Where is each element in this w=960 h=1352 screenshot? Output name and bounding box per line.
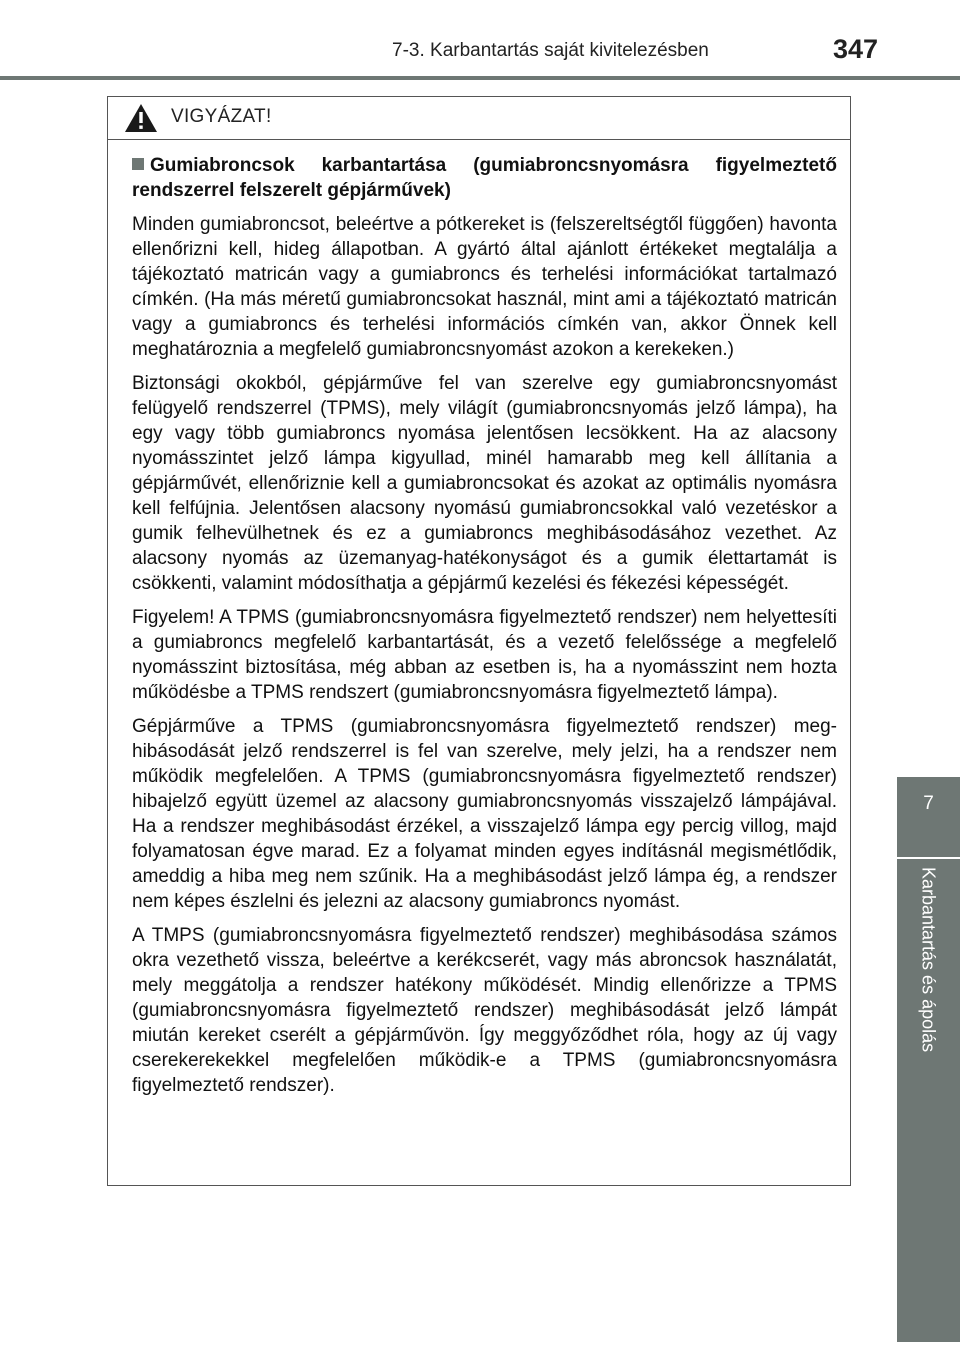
warning-triangle-icon xyxy=(124,103,158,133)
warning-header xyxy=(108,97,850,140)
section-title: 7-3. Karbantartás saját kivitelezésben xyxy=(392,40,709,61)
warning-box xyxy=(107,96,851,1186)
paragraph: Gépjárműve a TPMS (gumiabroncsnyomásra figyelmeztető rendszer) meghibásodását jelző rendszerrel is fel van szerelve, mely jelzi, ha a rendszer nem működik megfelelően. A TPMS (gumiabroncsnyomásra figyelmeztető rendszer) hibajelző együtt üzemel az alacsony gumiabroncsnyomás visszajelző lámpájával. Ha a rendszer meghibásodást érzékel, a visszajelző lámpa egy percig villog, majd folyamatosan égve marad. Ez a folyamat minden egyes indításnál megismétlődik, ameddig a hiba meg nem szűnik. Ha a meghibásodást jelző lámpa ég, a rendszer nem képes észlelni és jelezni az alacsony gumiabroncs nyomást. xyxy=(132,716,837,912)
square-bullet-icon xyxy=(132,158,144,170)
paragraph: A TMPS (gumiabroncsnyomásra figyelmeztető rendszer) meghibásodása számos okra vezethető vissza, beleértve a kerékcserét, vagy más abroncsok használatát, mely meggátolja a rendszer hatékony működését. Mindig ellenőrizze a TPMS (gumiabroncsnyomásra figyelmeztető rendszer) meghibásodását jelző lámpát miután kereket cserélt a gépjárművön. Így meggyőződhet róla, hogy az új vagy cserekerekekkel megfelelően működik-e a TPMS (gumiabroncsnyomásra figyelmeztető rendszer). xyxy=(132,925,837,1096)
paragraph: Minden gumiabroncsot, beleértve a pótkereket is (felszereltségtől függően) havonta ellenőrizni kell, hideg állapotban. A gyártó által ajánlott értékeket megtalálja a tájékoztató matricán vagy a gumiabroncs és terhelési információkat tartalmazó címkén. (Ha más méretű gumiabroncsokat használ, mint ami a tájékoztató matricán vagy a gumiabroncs és terhelési információs címkén van, akkor Önnek kell meghatároznia a megfelelő gumiabroncsnyomást azokon a kerekeken.) xyxy=(132,214,837,360)
warning-body xyxy=(108,140,850,1098)
warning-title: VIGYÁZAT! xyxy=(171,106,272,127)
paragraph: Biztonsági okokból, gépjárműve fel van szerelve egy gumiabroncsnyomást felügyelő rendszerrel (TPMS), mely világít (gumiabroncsnyomás jelző lámpa), ha egy vagy több gumiabroncs nyomása jelentősen lecsökkent. Ha az alacsony nyomásszintet jelző lámpa kigyullad, minél hamarabb meg kell állítania a gépjárművét, ellenőriznie kell a gumiabroncsokat és azokat az optimális nyomásra kell felfújnia. Jelentősen alacsony nyomású gumiabroncsokkal való vezetéskor a gumik felhevülhetnek és ez a gumiabroncs meghibásodásához vezethet. Az alacsony nyomás az üzemanyag-hatékonyságot és a gumik élettartamát is csökkenti, valamint módosíthatja a gépjármű kezelési és fékezési képességét. xyxy=(132,373,837,594)
header-divider xyxy=(0,76,960,80)
paragraph: Figyelem! A TPMS (gumiabroncsnyomásra figyelmeztető rendszer) nem helyettesíti a gumiabroncs megfelelő karbantartását, és a vezető felelőssége a megfelelő nyomásszint biztosítása, még abban az esetben is, ha a nyomásszint nem hozta működésbe a TPMS rendszert (gumiabroncsnyomásra figyelmeztető lámpa). xyxy=(132,607,837,703)
chapter-number: 7 xyxy=(923,793,934,814)
topic-heading xyxy=(132,153,837,203)
topic-heading-text: Gumiabroncsok karbantartása (gumiabroncsnyomásra figyelmeztető rendszerrel felszerelt gépjárművek) xyxy=(132,155,837,201)
chapter-side-tab xyxy=(897,777,960,1342)
side-tab-divider xyxy=(897,857,960,859)
page-number: 347 xyxy=(833,34,879,64)
chapter-label: Karbantartás és ápolás xyxy=(918,867,939,1053)
